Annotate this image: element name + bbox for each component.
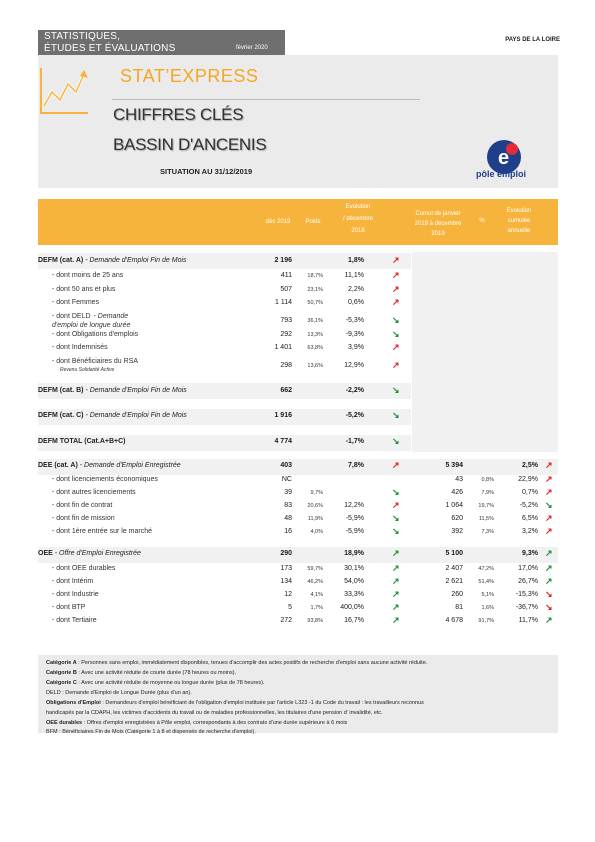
row-evo: 12,9% bbox=[344, 362, 364, 369]
row-label: - dont licenciements économiques bbox=[52, 476, 158, 483]
pole-emploi-wordmark: pôle emploi bbox=[476, 169, 527, 179]
row-cumul: 260 bbox=[451, 591, 463, 598]
row-evo: 2,2% bbox=[348, 286, 364, 293]
defm-b-label: DEFM (cat. B) - Demande d'Emploi Fin de Mois bbox=[38, 387, 187, 394]
cumul-empty-panel bbox=[412, 252, 558, 452]
row-poids: 20,6% bbox=[307, 503, 323, 509]
row-cumul-pct: 19,7% bbox=[478, 503, 494, 509]
row-label-sub: Revenu Solidarité Active bbox=[60, 367, 115, 373]
arrow-down-icon: ↘ bbox=[392, 329, 400, 339]
arrow-up-icon: ↗ bbox=[392, 602, 400, 612]
definition-note: Obligations d'Emploi : Demandeurs d'emploi bénéficiant de l'obligation d'emploi instituée par l'article L323 -1 du Code du travail : les travailleurs reconnus bbox=[46, 700, 424, 706]
row-value: 292 bbox=[280, 331, 292, 338]
col-evo-1: Evolution bbox=[345, 204, 371, 210]
row-cumul: 1 064 bbox=[445, 502, 463, 509]
row-label: - dont fin de mission bbox=[52, 515, 115, 522]
row-poids: 4,1% bbox=[310, 592, 323, 598]
row-cumul-evo: 17,0% bbox=[518, 565, 538, 572]
row-poids: 9,7% bbox=[310, 490, 323, 496]
row-poids: 1,7% bbox=[310, 605, 323, 611]
row-evo: 30,1% bbox=[344, 565, 364, 572]
oee-value: 290 bbox=[280, 550, 292, 557]
row-label-sub: d'emploi de longue durée bbox=[52, 322, 131, 329]
row-label: - dont fin de contrat bbox=[52, 502, 113, 509]
row-cumul-evo: 11,7% bbox=[518, 617, 538, 624]
arrow-up-icon: ↗ bbox=[392, 284, 400, 294]
row-value: 507 bbox=[280, 286, 292, 293]
col-evo-annual-3: annuelle bbox=[507, 228, 531, 234]
col-cumul-3: 2019 bbox=[431, 231, 445, 237]
oee-cumul-evo: 9,3% bbox=[522, 550, 538, 557]
dee-cumul-evo: 2,5% bbox=[522, 462, 538, 469]
col-cumul-1: Cumul de janvier bbox=[415, 211, 461, 217]
brand-title: STAT’EXPRESS bbox=[120, 66, 259, 86]
row-poids: 13,3% bbox=[307, 332, 323, 338]
row-cumul: 426 bbox=[451, 489, 463, 496]
row-value: 1 114 bbox=[275, 299, 292, 306]
arrow-down-icon: ↘ bbox=[545, 500, 553, 510]
defm-a-evo: 1,8% bbox=[348, 257, 364, 264]
row-poids: 23,1% bbox=[307, 287, 323, 293]
row-cumul-evo: 3,2% bbox=[522, 528, 538, 535]
arrow-up-icon: ↗ bbox=[392, 460, 400, 470]
arrow-up-icon: ↗ bbox=[392, 576, 400, 586]
row-evo: -5,9% bbox=[345, 515, 364, 522]
row-label: - dont Indemnisés bbox=[52, 344, 108, 351]
dee-cumul: 5 394 bbox=[445, 462, 463, 469]
col-evo-3: 2018 bbox=[351, 228, 365, 234]
row-poids: 59,7% bbox=[307, 566, 323, 572]
row-label: - dont Obligations d'emplois bbox=[52, 331, 139, 338]
arrow-down-icon: ↘ bbox=[392, 526, 400, 536]
row-poids: 50,7% bbox=[307, 300, 323, 306]
row-value: NC bbox=[281, 476, 292, 483]
definition-note: BFM : Bénéficiaires Fin de Mois (Catégorie 1 à 8 et dispensés de recherche d'emploi). bbox=[46, 729, 256, 735]
row-cumul: 2 621 bbox=[445, 578, 463, 585]
col-poids: Poids bbox=[305, 219, 321, 225]
row-evo: 12,2% bbox=[344, 502, 364, 509]
arrow-up-icon: ↗ bbox=[545, 548, 553, 558]
row-cumul-evo: 26,7% bbox=[518, 578, 538, 585]
row-cumul-pct: 0,8% bbox=[481, 477, 494, 483]
arrow-up-icon: ↗ bbox=[545, 615, 553, 625]
row-cumul-evo: 22,9% bbox=[518, 476, 538, 483]
row-evo: 16,7% bbox=[344, 617, 364, 624]
arrow-down-icon: ↘ bbox=[392, 410, 400, 420]
dee-value: 403 bbox=[280, 462, 292, 469]
arrow-down-icon: ↘ bbox=[392, 487, 400, 497]
row-label: - dont moins de 25 ans bbox=[52, 272, 124, 279]
arrow-up-icon: ↗ bbox=[392, 563, 400, 573]
row-label: - dont OEE durables bbox=[52, 565, 116, 572]
row-cumul-evo: -5,2% bbox=[519, 502, 538, 509]
publication-date: février 2020 bbox=[236, 45, 268, 51]
row-poids: 18,7% bbox=[307, 273, 323, 279]
row-value: 411 bbox=[280, 272, 292, 279]
row-cumul: 392 bbox=[451, 528, 463, 535]
definition-note: Catégorie B : Avec une activité réduite de courte durée (78 heures ou moins). bbox=[46, 670, 237, 676]
arrow-down-icon: ↘ bbox=[392, 315, 400, 325]
row-value: 173 bbox=[280, 565, 292, 572]
col-dec: déc 2019 bbox=[265, 219, 291, 225]
col-pct: % bbox=[479, 218, 485, 224]
definition-note: Catégorie C : Avec une activité réduite de moyenne ou longue durée (plus de 78 heures). bbox=[46, 680, 265, 686]
arrow-down-icon: ↘ bbox=[545, 589, 553, 599]
title-divider bbox=[112, 99, 420, 100]
defm-b-value: 662 bbox=[280, 387, 292, 394]
row-cumul-pct: 7,9% bbox=[481, 490, 494, 496]
row-value: 16 bbox=[284, 528, 292, 535]
row-value: 12 bbox=[284, 591, 292, 598]
row-label: - dont Femmes bbox=[52, 299, 100, 306]
arrow-down-icon: ↘ bbox=[392, 513, 400, 523]
row-poids: 11,9% bbox=[307, 516, 323, 522]
arrow-up-icon: ↗ bbox=[392, 270, 400, 280]
row-label: - dont DELD - Demande bbox=[52, 313, 129, 320]
row-evo: 3,9% bbox=[348, 344, 364, 351]
row-value: 272 bbox=[280, 617, 292, 624]
col-evo-annual-1: Evolution bbox=[506, 208, 532, 214]
situation-date: SITUATION AU 31/12/2019 bbox=[160, 167, 253, 176]
row-cumul-evo: 6,5% bbox=[522, 515, 538, 522]
row-cumul: 81 bbox=[455, 604, 463, 611]
arrow-up-icon: ↗ bbox=[545, 576, 553, 586]
row-value: 39 bbox=[284, 489, 292, 496]
region-label: PAYS DE LA LOIRE bbox=[505, 37, 560, 43]
definition-note: handicapés par la CDAPH, les victimes d'accidents du travail ou de maladies professionnelles, les titulaires d'une pension d' invalidité, etc. bbox=[46, 710, 383, 716]
row-evo: 11,1% bbox=[344, 272, 364, 279]
arrow-up-icon: ↗ bbox=[545, 526, 553, 536]
row-cumul-pct: 11,5% bbox=[478, 516, 494, 522]
oee-cumul: 5 100 bbox=[445, 550, 463, 557]
row-label: - dont Bénéficiaires du RSA bbox=[52, 358, 138, 365]
row-cumul-evo: -36,7% bbox=[515, 604, 538, 611]
row-label: - dont 50 ans et plus bbox=[52, 286, 116, 293]
col-evo-2: / décembre bbox=[342, 216, 373, 222]
row-evo: -9,3% bbox=[345, 331, 364, 338]
row-cumul-pct: 91,7% bbox=[478, 618, 494, 624]
row-cumul-pct: 1,6% bbox=[481, 605, 494, 611]
row-poids: 4,0% bbox=[310, 529, 323, 535]
row-cumul-pct: 51,4% bbox=[478, 579, 494, 585]
row-poids: 93,8% bbox=[307, 618, 323, 624]
row-value: 134 bbox=[280, 578, 292, 585]
row-label: - dont BTP bbox=[52, 604, 86, 611]
row-poids: 36,1% bbox=[307, 318, 323, 324]
arrow-up-icon: ↗ bbox=[545, 474, 553, 484]
defm-c-label: DEFM (cat. C) - Demande d'Emploi Fin de Mois bbox=[38, 412, 187, 419]
arrow-up-icon: ↗ bbox=[392, 297, 400, 307]
defm-c-value: 1 916 bbox=[274, 412, 292, 419]
row-evo: 54,0% bbox=[344, 578, 364, 585]
arrow-up-icon: ↗ bbox=[545, 563, 553, 573]
row-label: - dont Intérim bbox=[52, 578, 94, 585]
svg-text:e: e bbox=[498, 147, 510, 169]
row-poids: 46,2% bbox=[307, 579, 323, 585]
definition-note: DELD : Demande d'Emploi de Longue Durée (plus d'un an). bbox=[46, 690, 192, 696]
row-value: 5 bbox=[288, 604, 292, 611]
col-evo-annual-2: cumulée bbox=[507, 218, 531, 224]
row-cumul: 4 678 bbox=[445, 617, 463, 624]
arrow-down-icon: ↘ bbox=[392, 436, 400, 446]
arrow-down-icon: ↘ bbox=[545, 602, 553, 612]
row-evo: 33,3% bbox=[344, 591, 364, 598]
defm-a-label: DEFM (cat. A) - Demande d'Emploi Fin de Mois bbox=[38, 257, 187, 264]
page-title: CHIFFRES CLÉS bbox=[113, 105, 244, 124]
row-value: 1 401 bbox=[274, 344, 292, 351]
col-cumul-2: 2019 à décembre bbox=[414, 221, 462, 227]
dee-label: DEE (cat. A) - Demande d'Emploi Enregistrée bbox=[38, 462, 181, 469]
defm-total-label: DEFM TOTAL (Cat.A+B+C) bbox=[38, 438, 126, 445]
row-label: - dont Industrie bbox=[52, 591, 99, 598]
arrow-up-icon: ↗ bbox=[392, 360, 400, 370]
header-band-line2: ÉTUDES ET ÉVALUATIONS bbox=[44, 43, 176, 54]
arrow-up-icon: ↗ bbox=[392, 500, 400, 510]
arrow-up-icon: ↗ bbox=[392, 342, 400, 352]
arrow-up-icon: ↗ bbox=[392, 589, 400, 599]
row-cumul: 2 407 bbox=[445, 565, 463, 572]
row-cumul-pct: 5,1% bbox=[481, 592, 494, 598]
row-evo: 0,6% bbox=[348, 299, 364, 306]
row-cumul: 43 bbox=[455, 476, 463, 483]
defm-c-evo: -5,2% bbox=[345, 412, 364, 419]
header-band-line1: STATISTIQUES, bbox=[44, 31, 121, 42]
defm-total-value: 4 774 bbox=[274, 438, 292, 445]
definition-note: Catégorie A : Personnes sans emploi, immédiatement disponibles, tenues d'accomplir des actes positifs de recherche d'emploi sans aucune activité réduite. bbox=[46, 660, 428, 666]
row-value: 48 bbox=[284, 515, 292, 522]
arrow-up-icon: ↗ bbox=[392, 548, 400, 558]
row-label: - dont autres licenciements bbox=[52, 489, 136, 496]
row-value: 83 bbox=[284, 502, 292, 509]
defm-b-evo: -2,2% bbox=[345, 387, 364, 394]
row-cumul-pct: 7,3% bbox=[481, 529, 494, 535]
row-cumul-evo: 0,7% bbox=[522, 489, 538, 496]
row-label: - dont Tertiaire bbox=[52, 617, 97, 624]
defm-a-value: 2 196 bbox=[274, 257, 292, 264]
oee-label: OEE - Offre d'Emploi Enregistrée bbox=[38, 550, 141, 557]
row-cumul-pct: 47,2% bbox=[478, 566, 494, 572]
row-poids: 13,6% bbox=[307, 363, 323, 369]
row-value: 793 bbox=[280, 317, 292, 324]
row-poids: 63,8% bbox=[307, 345, 323, 351]
arrow-up-icon: ↗ bbox=[392, 255, 400, 265]
arrow-up-icon: ↗ bbox=[545, 513, 553, 523]
arrow-up-icon: ↗ bbox=[392, 615, 400, 625]
row-evo: -5,9% bbox=[345, 528, 364, 535]
trend-chart-icon bbox=[38, 62, 90, 118]
row-evo: 400,0% bbox=[340, 604, 364, 611]
page-subtitle: BASSIN D'ANCENIS bbox=[113, 135, 267, 154]
arrow-up-icon: ↗ bbox=[545, 460, 553, 470]
oee-evo: 18,9% bbox=[344, 550, 364, 557]
dee-evo: 7,8% bbox=[348, 462, 364, 469]
defm-total-evo: -1,7% bbox=[345, 438, 364, 445]
row-cumul-evo: -15,3% bbox=[515, 591, 538, 598]
row-evo: -5,3% bbox=[345, 317, 364, 324]
row-label: - dont 1ère entrée sur le marché bbox=[52, 528, 152, 535]
row-value: 298 bbox=[280, 362, 292, 369]
row-cumul: 620 bbox=[451, 515, 463, 522]
arrow-down-icon: ↘ bbox=[392, 385, 400, 395]
arrow-up-icon: ↗ bbox=[545, 487, 553, 497]
definition-note: OEE durables : Offres d'emploi enregistrées à Pôle emploi, correspondants à des contrats d'une durée supérieure à 6 mois bbox=[46, 720, 348, 726]
